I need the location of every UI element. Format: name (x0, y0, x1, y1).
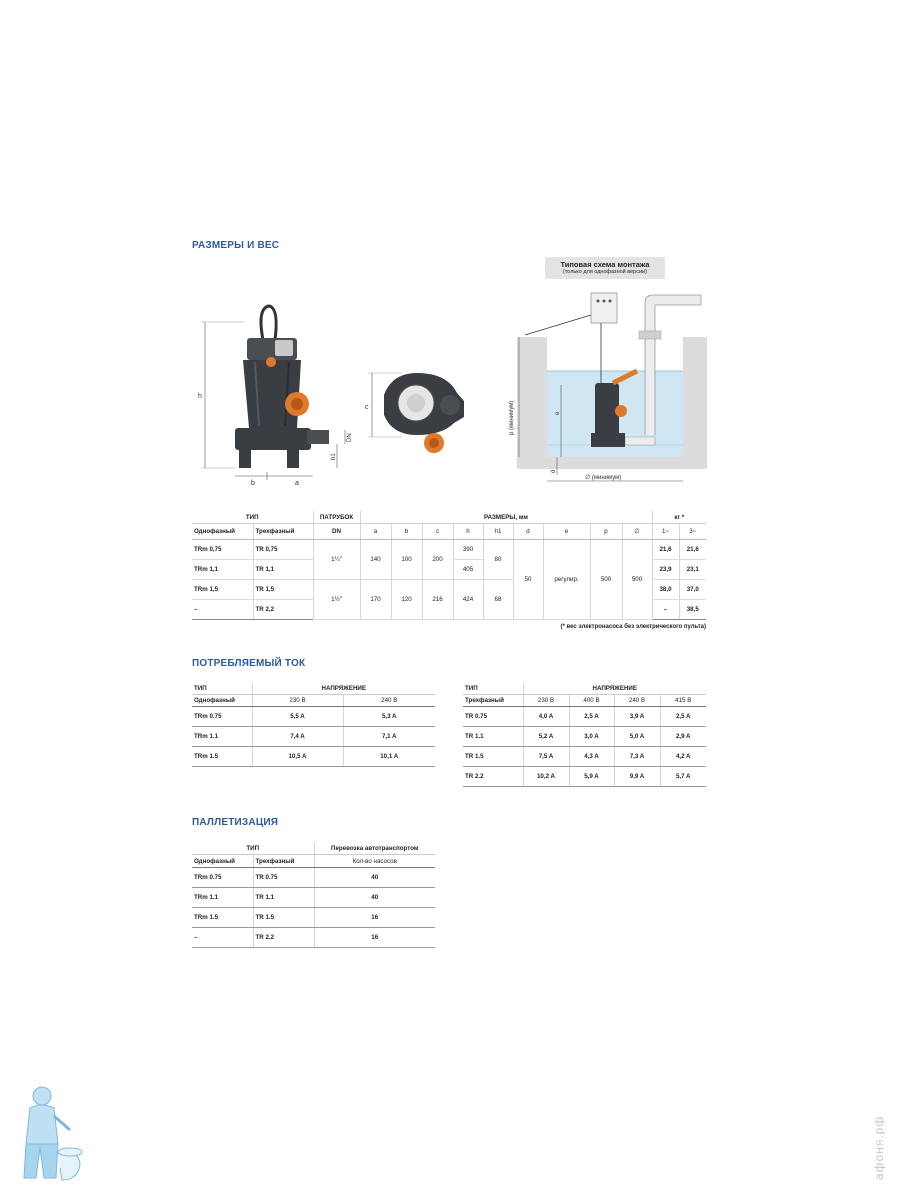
dim-dn-label: DN (347, 433, 353, 442)
table-row (192, 868, 435, 888)
pal-three: Трехфазный (253, 855, 314, 868)
pal-cell: – (192, 928, 253, 948)
cur3-value: 7,5 A (523, 747, 569, 767)
dims-cell: 1¼" (313, 540, 360, 580)
dims-cell: 1½" (313, 580, 360, 620)
dims-cell: 100 (391, 540, 422, 580)
table-row (192, 707, 435, 727)
pal-transport: Перевозка автотранспортом (314, 842, 435, 855)
dims-sub-a: a (360, 524, 391, 540)
table-row (192, 727, 435, 747)
dims-cell: TRm 0,75 (192, 540, 253, 560)
dims-cell: TR 0,75 (253, 540, 313, 560)
dim-p-label: p (минимум) (509, 400, 515, 435)
weight-footnote: (* вес электронасоса без электрического пульта) (560, 624, 706, 630)
cur3-volt: 240 В (614, 695, 660, 707)
dims-cell: TR 1,5 (253, 580, 313, 600)
cur1-value: 10,5 A (252, 747, 343, 767)
cur3-value: 5,7 A (660, 767, 706, 787)
dims-cell: TRm 1,5 (192, 580, 253, 600)
table-row (463, 707, 706, 727)
cur3-value: 3,9 A (614, 707, 660, 727)
cur3-value: 2,5 A (569, 707, 614, 727)
pal-cell: TR 1.5 (253, 908, 314, 928)
cur3-value: 3,0 A (569, 727, 614, 747)
table-row (192, 928, 435, 948)
dims-cell: 200 (422, 540, 453, 580)
cur1-model: TRm 1.5 (192, 747, 252, 767)
cur3-model: TR 0.75 (463, 707, 523, 727)
cur3-value: 5,9 A (569, 767, 614, 787)
install-scheme-drawing (505, 285, 710, 490)
dims-cell: 390 (453, 540, 483, 560)
dim-h-label: h (198, 393, 202, 400)
table-row (463, 747, 706, 767)
table-row (192, 908, 435, 928)
pal-cell: 40 (314, 868, 435, 888)
dims-sub-c: c (422, 524, 453, 540)
cur1-volt: 240 В (343, 695, 435, 707)
dims-cell: 424 (453, 580, 483, 620)
cur3-volt: 230 В (523, 695, 569, 707)
pump-side-drawing (195, 300, 360, 490)
table-row (463, 767, 706, 787)
dims-sub-h1: h1 (483, 524, 513, 540)
cur3-model: TR 1.1 (463, 727, 523, 747)
cur3-model: TR 2.2 (463, 767, 523, 787)
dims-header-sizes: РАЗМЕРЫ, мм (360, 511, 652, 524)
pal-cell: TRm 1.5 (192, 908, 253, 928)
install-scheme-title: Типовая схема монтажа (560, 260, 650, 269)
dims-cell: 140 (360, 540, 391, 580)
dims-cell: – (652, 600, 679, 620)
dims-header-port: ПАТРУБОК (313, 511, 360, 524)
dims-cell: 50 (513, 540, 543, 620)
dims-cell: 170 (360, 580, 391, 620)
dims-sub-h: h (453, 524, 483, 540)
dims-cell: 405 (453, 560, 483, 580)
cur3-value: 10,2 A (523, 767, 569, 787)
cur3-value: 4,2 A (660, 747, 706, 767)
pal-cell: TR 2.2 (253, 928, 314, 948)
current-single-table (192, 683, 435, 767)
cur3-value: 9,9 A (614, 767, 660, 787)
dim-b-label: b (251, 480, 255, 487)
dim-a-label: a (295, 480, 299, 487)
cur1-type: ТИП (192, 683, 252, 695)
pal-cell: TRm 1.1 (192, 888, 253, 908)
dims-cell: TRm 1,1 (192, 560, 253, 580)
dims-cell: 37,0 (679, 580, 706, 600)
dims-cell: 21,6 (679, 540, 706, 560)
dims-cell: 21,6 (652, 540, 679, 560)
dims-cell: регулир. (543, 540, 590, 620)
cur1-model: TRm 1.1 (192, 727, 252, 747)
cur3-value: 4,0 A (523, 707, 569, 727)
cur1-value: 7,1 A (343, 727, 435, 747)
dims-sub-e: e (543, 524, 590, 540)
pal-single: Однофазный (192, 855, 253, 868)
cur1-value: 7,4 A (252, 727, 343, 747)
cur1-volt: 230 В (252, 695, 343, 707)
section-title-dimensions: РАЗМЕРЫ И ВЕС (192, 240, 280, 251)
cur3-value: 5,2 A (523, 727, 569, 747)
pal-cell: 40 (314, 888, 435, 908)
pal-cell: TRm 0.75 (192, 868, 253, 888)
install-scheme-box (545, 257, 665, 279)
cur3-value: 7,3 A (614, 747, 660, 767)
cur1-kind: Однофазный (192, 695, 252, 707)
table-row (192, 888, 435, 908)
dims-header-kg: кг * (652, 511, 706, 524)
table-row (192, 540, 706, 560)
section-title-palletizing: ПАЛЛЕТИЗАЦИЯ (192, 817, 279, 828)
current-three-table (463, 683, 706, 787)
cur3-volt: 400 В (569, 695, 614, 707)
pal-cell: TR 0.75 (253, 868, 314, 888)
palletizing-table (192, 842, 435, 948)
dims-sub-d: d (513, 524, 543, 540)
dims-sub-dn: DN (313, 524, 360, 540)
dims-sub-p: p (590, 524, 622, 540)
cur3-volt: 415 В (660, 695, 706, 707)
dims-cell: 80 (483, 540, 513, 580)
dims-cell: 68 (483, 580, 513, 620)
dim-c-label: c (365, 404, 369, 411)
cur1-model: TRm 0.75 (192, 707, 252, 727)
dims-cell: 23,1 (679, 560, 706, 580)
dims-sub-diam: ∅ (622, 524, 652, 540)
install-scheme-subtitle: (только для однофазной версии) (563, 269, 647, 275)
cur3-voltage: НАПРЯЖЕНИЕ (523, 683, 706, 695)
plumber-logo-icon (8, 1082, 88, 1190)
pal-type: ТИП (192, 842, 314, 855)
table-row (192, 747, 435, 767)
dims-cell: TR 2,2 (253, 600, 313, 620)
section-title-current: ПОТРЕБЛЯЕМЫЙ ТОК (192, 658, 306, 669)
dims-cell: 38,0 (652, 580, 679, 600)
cur3-kind: Трехфазный (463, 695, 523, 707)
dims-sub-kg1: 1~ (652, 524, 679, 540)
dimensions-table (192, 511, 706, 620)
cur1-value: 10,1 A (343, 747, 435, 767)
dim-diam-label: ∅ (минимум) (585, 475, 622, 481)
pal-cell: 16 (314, 928, 435, 948)
dims-sub-kg3: 3~ (679, 524, 706, 540)
dims-sub-single: Однофазный (192, 524, 253, 540)
cur3-model: TR 1.5 (463, 747, 523, 767)
dims-cell: 120 (391, 580, 422, 620)
cur3-value: 2,9 A (660, 727, 706, 747)
cur1-voltage: НАПРЯЖЕНИЕ (252, 683, 435, 695)
dim-d-label: d (551, 469, 557, 473)
dim-h1-label: h1 (331, 453, 337, 460)
cur1-value: 5,3 A (343, 707, 435, 727)
dims-sub-b: b (391, 524, 422, 540)
dims-cell: 500 (590, 540, 622, 620)
dims-cell: 500 (622, 540, 652, 620)
dims-cell: TR 1,1 (253, 560, 313, 580)
site-watermark: афоня.рф (872, 1115, 886, 1180)
pal-qty: Кол-во насосов (314, 855, 435, 868)
cur3-value: 2,5 A (660, 707, 706, 727)
dims-header-type: ТИП (192, 511, 313, 524)
pal-cell: 16 (314, 908, 435, 928)
dim-e-label: e (555, 411, 561, 415)
dims-cell: 216 (422, 580, 453, 620)
pal-cell: TR 1.1 (253, 888, 314, 908)
cur1-value: 5,5 A (252, 707, 343, 727)
cur3-value: 4,3 A (569, 747, 614, 767)
table-row (463, 727, 706, 747)
dims-cell: 23,9 (652, 560, 679, 580)
dims-sub-three: Трехфазный (253, 524, 313, 540)
pump-top-drawing (362, 365, 472, 455)
dims-cell: 38,5 (679, 600, 706, 620)
dims-cell: – (192, 600, 253, 620)
cur3-value: 5,0 A (614, 727, 660, 747)
cur3-type: ТИП (463, 683, 523, 695)
